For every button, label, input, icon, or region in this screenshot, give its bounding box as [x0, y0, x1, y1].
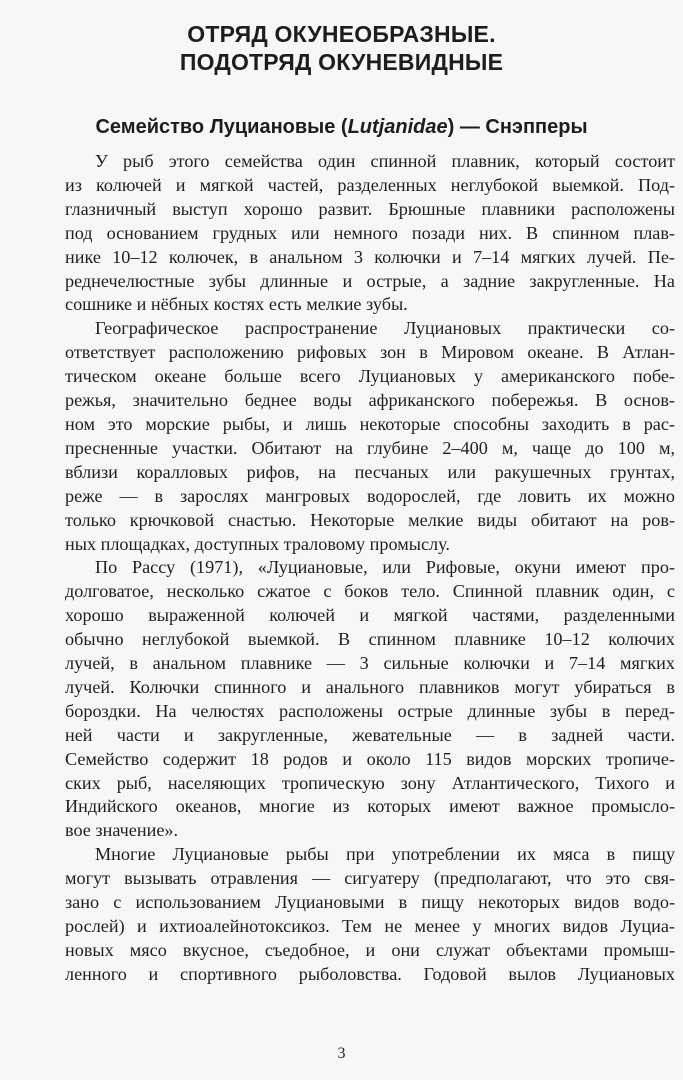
- heading-line-order: ОТРЯД ОКУНЕОБРАЗНЫЕ.: [187, 21, 496, 47]
- text-line: вое значение».: [65, 820, 179, 841]
- text-line: долговатое, несколько сжатое с боков тело. Спинной плавник один, с: [65, 581, 675, 602]
- text-line: могут вызывать отравления — сигуатеру (предполагают, что это свя-: [65, 868, 675, 889]
- text-line: ленного и спортивного рыболовства. Годовой вылов Луциановых: [65, 963, 675, 984]
- text-line: реже — в зарослях мангровых водорослей, где ловить их можно: [65, 485, 675, 506]
- heading-line-suborder: ПОДОТРЯД ОКУНЕВИДНЫЕ: [179, 49, 504, 75]
- family-title-suffix: ) — Снэпперы: [447, 116, 588, 138]
- text-line: под основанием грудных или немного позади них. В спинном плав-: [65, 222, 675, 243]
- family-title-latin: Lutjanidae: [347, 116, 448, 138]
- text-line: нике 10–12 колючек, в анальном 3 колючки и 7–14 мягких лучей. Пе-: [65, 246, 675, 267]
- text-line: только крючковой снастью. Некоторые мелкие виды обитают на ров-: [65, 509, 675, 530]
- text-line: ответствует расположению рифовых зон в Мировом океане. В Атлан-: [65, 342, 675, 363]
- family-title: [0, 114, 683, 140]
- text-line: сошнике и нёбных костях есть мелкие зубы.: [65, 294, 408, 315]
- text-line: По Рассу (1971), «Луциановые, или Рифовые, окуни имеют про-: [95, 557, 675, 578]
- text-line: Семейство содержит 18 родов и около 115 видов морских тропиче-: [65, 748, 675, 769]
- text-line: лучей, в анальном плавнике — 3 сильные колючки и 7–14 мягких: [65, 653, 675, 674]
- page-number: 3: [337, 1045, 346, 1062]
- text-line: бороздки. На челюстях расположены острые длинные зубы в перед-: [65, 700, 675, 721]
- text-line: режья, значительно беднее воды африканского побережья. В основ-: [65, 390, 675, 411]
- text-line: из колючей и мягкой частей, разделенных неглубокой выемкой. Под-: [65, 174, 675, 195]
- text-line: реднечелюстные зубы длинные и острые, а задние закругленные. На: [65, 270, 675, 291]
- text-line: ных площадках, доступных траловому промыслу.: [65, 533, 450, 554]
- text-line: новых мясо вкусное, съедобное, и они служат объектами промыш-: [65, 939, 675, 960]
- text-line: ном это морские рыбы, и лишь некоторые способны заходить в рас-: [65, 413, 675, 434]
- text-line: Многие Луциановые рыбы при употреблении их мяса в пищу: [95, 844, 675, 865]
- text-line: вблизи коралловых рифов, на песчаных или ракушечных грунтах,: [65, 461, 675, 482]
- text-line: ней части и закругленные, жевательные — в задней части.: [65, 724, 675, 745]
- family-title-prefix: Семейство Луциановые (: [95, 116, 348, 138]
- text-line: Географическое распространение Луциановых практически со-: [95, 318, 675, 339]
- text-line: глазничный выступ хорошо развит. Брюшные плавники расположены: [65, 198, 675, 219]
- text-line: рослей) и ихтиоалейнотоксикоз. Тем не менее у многих видов Луциа-: [65, 916, 675, 936]
- text-line: зано с использованием Луциановыми в пищу некоторых видов водо-: [65, 892, 675, 913]
- text-line: обычно неглубокой выемкой. В спинном плавнике 10–12 колючих: [65, 629, 675, 650]
- section-heading: [0, 20, 683, 76]
- text-line: У рыб этого семейства один спинной плавник, который состоит: [95, 151, 675, 171]
- text-line: тическом океане больше всего Луциановых у американского побе-: [65, 366, 675, 387]
- text-line: ских рыб, населяющих тропическую зону Атлантического, Тихого и: [65, 772, 675, 793]
- text-line: хорошо выраженной колючей и мягкой частями, разделенными: [65, 605, 675, 626]
- body-text: [65, 150, 675, 987]
- text-line: Индийского океанов, многие из которых имеют важное промысло-: [65, 796, 675, 817]
- text-line: лучей. Колючки спинного и анального плавников могут убираться в: [65, 676, 675, 697]
- text-line: пресненные участки. Обитают на глубине 2–400 м, чаще до 100 м,: [65, 437, 675, 458]
